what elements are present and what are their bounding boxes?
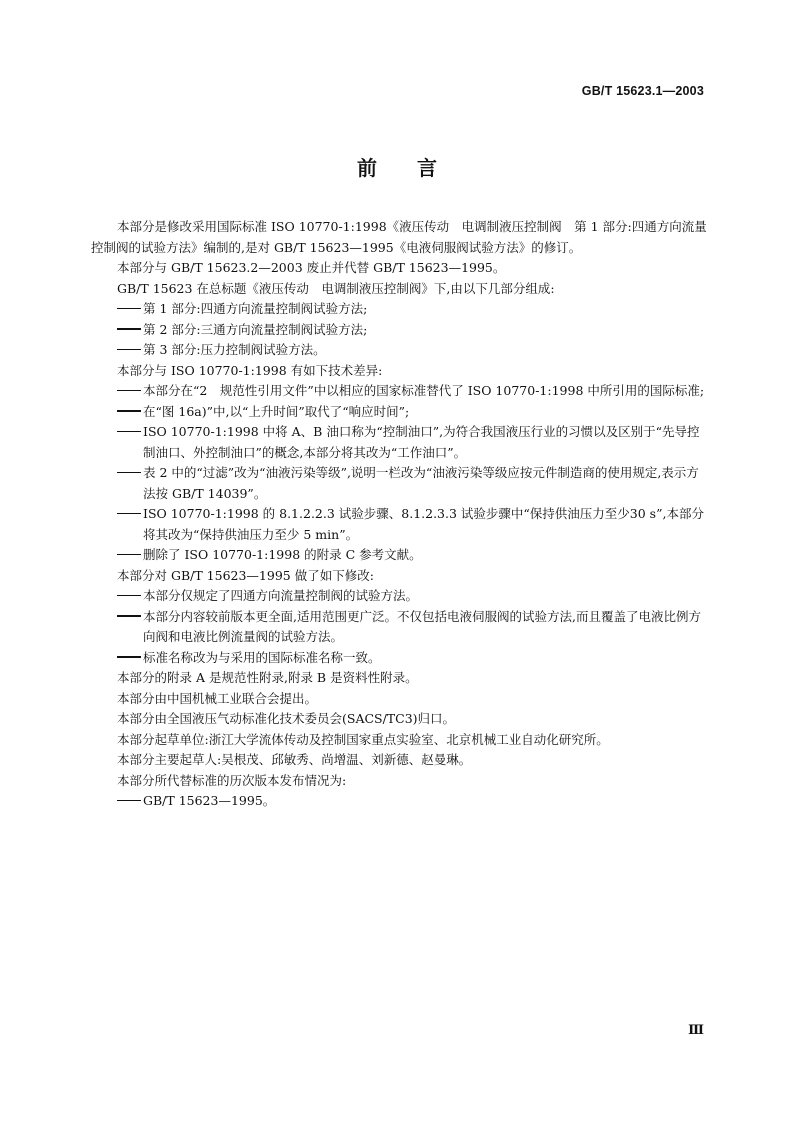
list-item-text: 标准名称改为与采用的国际标准名称一致。	[143, 649, 381, 665]
list-item	[91, 463, 709, 504]
list-item	[91, 299, 709, 320]
list-item-text: 本部分内容较前版本更全面,适用范围更广泛。不仅包括电液伺服阀的试验方法,而且覆盖了电液比例方向阀和电液比例流量阀的试验方法。	[143, 608, 701, 644]
page-title: 前言	[357, 156, 477, 180]
paragraph: 本部分起草单位:浙江大学流体传动及控制国家重点实验室、北京机械工业自动化研究所。	[117, 731, 609, 747]
list-item	[91, 402, 709, 423]
em-dash-bullet	[117, 586, 143, 607]
list-item-text: 在“图 16a)”中,以“上升时间”取代了“响应时间”;	[143, 403, 410, 419]
list-item-text: 表 2 中的“过滤”改为“油液污染等级”,说明一栏改为“油液污染等级应按元件制造商的使用规定,表示方法按 GB/T 14039”。	[143, 465, 699, 501]
paragraph: 本部分与 ISO 10770-1:1998 有如下技术差异:	[117, 362, 383, 378]
em-dash-bullet	[117, 607, 143, 628]
list-item-text: 本部分仅规定了四通方向流量控制阀的试验方法。	[143, 588, 419, 603]
list-item	[91, 504, 709, 545]
list-item-text: ISO 10770-1:1998 中将 A、B 油口称为“控制油口”,为符合我国液压行业的习惯以及区别于“先导控制油口、外控制油口”的概念,本部分将其改为“工作油口”。	[143, 424, 700, 460]
list-item	[91, 607, 709, 648]
list-item-text: 第 1 部分:四通方向流量控制阀试验方法;	[143, 301, 368, 316]
list-item	[91, 422, 709, 463]
paragraph: 本部分所代替标准的历次版本发布情况为:	[117, 772, 347, 788]
list-item	[91, 320, 709, 341]
em-dash-bullet	[117, 504, 143, 525]
list-item-text: 第 2 部分:三通方向流量控制阀试验方法;	[143, 321, 368, 337]
em-dash-bullet	[117, 381, 143, 402]
paragraph: 本部分由全国液压气动标准化技术委员会(SACS/TC3)归口。	[117, 711, 456, 726]
em-dash-bullet	[117, 299, 143, 320]
paragraph: 本部分与 GB/T 15623.2—2003 废止并代替 GB/T 15623—1995。	[117, 260, 506, 275]
em-dash-bullet	[117, 320, 143, 341]
em-dash-bullet	[117, 545, 143, 566]
list-item	[91, 545, 709, 566]
paragraph: 本部分主要起草人:吴根茂、邱敏秀、尚增温、刘新德、赵曼琳。	[117, 752, 472, 767]
list-item	[91, 381, 709, 402]
list-item-text: 删除了 ISO 10770-1:1998 的附录 C 参考文献。	[143, 547, 422, 562]
page-number: Ⅲ	[688, 1023, 703, 1038]
em-dash-bullet	[117, 791, 143, 812]
em-dash-bullet	[117, 402, 143, 423]
document-body	[91, 217, 709, 812]
list-item	[91, 791, 709, 812]
list-item	[91, 586, 709, 607]
list-item	[91, 340, 709, 361]
standard-number: GB/T 15623.1—2003	[581, 84, 704, 98]
em-dash-bullet	[117, 422, 143, 443]
em-dash-bullet	[117, 340, 143, 361]
list-item-text: ISO 10770-1:1998 的 8.1.2.2.3 试验步骤、8.1.2.3.3 试验步骤中“保持供油压力至少30 s”,本部分将其改为“保持供油压力至少 5 min”。	[143, 506, 704, 542]
paragraph: 本部分的附录 A 是规范性附录,附录 B 是资料性附录。	[117, 670, 418, 685]
paragraph: 本部分对 GB/T 15623—1995 做了如下修改:	[117, 567, 374, 583]
list-item	[91, 648, 709, 669]
em-dash-bullet	[117, 463, 143, 484]
paragraph: 本部分是修改采用国际标准 ISO 10770-1:1998《液压传动 电调制液压控制阀 第 1 部分:四通方向流量控制阀的试验方法》编制的,是对 GB/T 15623—1995《电液伺服阀试验方法》的修订。	[91, 219, 707, 255]
em-dash-bullet	[117, 648, 143, 669]
paragraph: GB/T 15623 在总标题《液压传动 电调制液压控制阀》下,由以下几部分组成:	[117, 280, 555, 296]
list-item-text: 第 3 部分:压力控制阀试验方法。	[143, 342, 326, 357]
paragraph: 本部分由中国机械工业联合会提出。	[117, 690, 318, 706]
list-item-text: 本部分在“2 规范性引用文件”中以相应的国家标准替代了 ISO 10770-1:1998 中所引用的国际标准;	[143, 383, 705, 398]
list-item-text: GB/T 15623—1995。	[143, 793, 276, 808]
